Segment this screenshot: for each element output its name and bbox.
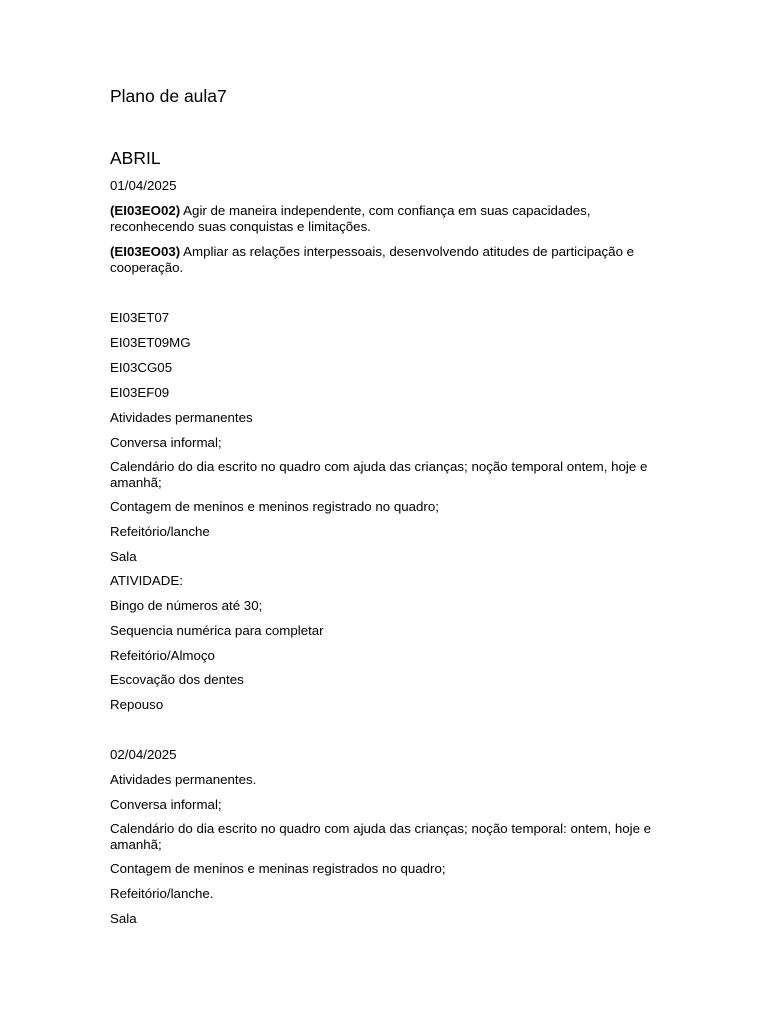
plan-item: Atividades permanentes. xyxy=(110,772,257,787)
plan-item: Calendário do dia escrito no quadro com ajuda das crianças; noção temporal ontem, hoje e amanhã; xyxy=(110,459,648,490)
plan-item: ATIVIDADE: xyxy=(110,573,183,588)
objective-text: Ampliar as relações interpessoais, desenvolvendo atitudes de participação e cooperação. xyxy=(110,244,635,275)
plan-item: Sala xyxy=(110,911,137,926)
bncc-code: EI03CG05 xyxy=(110,360,173,375)
plan-item: Refeitório/lanche xyxy=(110,524,210,539)
bncc-code: EI03ET07 xyxy=(110,310,170,325)
plan-item: Sala xyxy=(110,549,137,564)
plan-item: Escovação dos dentes xyxy=(110,672,244,687)
plan-item: Conversa informal; xyxy=(110,435,222,450)
plan-item: Refeitório/Almoço xyxy=(110,648,215,663)
bncc-code: EI03EF09 xyxy=(110,385,170,400)
plan-item: Repouso xyxy=(110,697,164,712)
plan-item: Contagem de meninos e meninos registrado no quadro; xyxy=(110,499,439,514)
document-title: Plano de aula7 xyxy=(110,86,227,106)
plan-item: Sequencia numérica para completar xyxy=(110,623,324,638)
plan-item: Refeitório/lanche. xyxy=(110,886,214,901)
day-date: 01/04/2025 xyxy=(110,178,177,193)
plan-item: Contagem de meninos e meninas registrados no quadro; xyxy=(110,861,446,876)
bncc-code: EI03ET09MG xyxy=(110,335,191,350)
plan-item: Conversa informal; xyxy=(110,797,222,812)
objective-paragraph xyxy=(110,244,655,276)
plan-item: Atividades permanentes xyxy=(110,410,253,425)
plan-item: Calendário do dia escrito no quadro com ajuda das crianças; noção temporal: ontem, hoje e amanhã; xyxy=(110,821,652,852)
objective-code: (EI03EO02) xyxy=(110,203,181,218)
month-heading: ABRIL xyxy=(110,148,161,168)
objective-text: Agir de maneira independente, com confiança em suas capacidades, reconhecendo suas conquistas e limitações. xyxy=(110,203,591,234)
objective-code: (EI03EO03) xyxy=(110,244,181,259)
day-date: 02/04/2025 xyxy=(110,747,177,762)
objective-paragraph xyxy=(110,203,655,235)
plan-item: Bingo de números até 30; xyxy=(110,598,263,613)
